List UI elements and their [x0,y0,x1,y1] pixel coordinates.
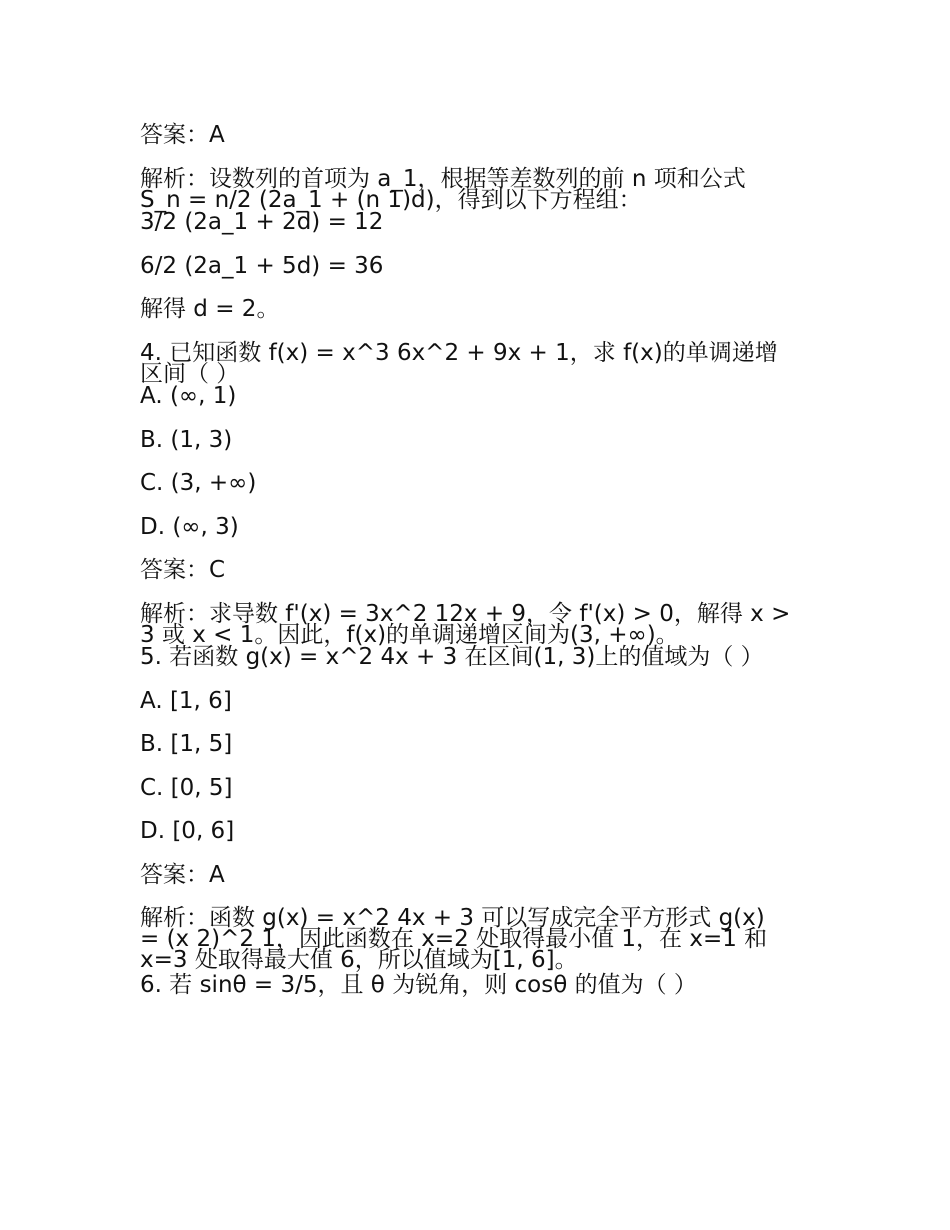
question-6: 6. 若 sinθ = 3/5，且 θ 为锐角，则 cosθ 的值为（ ） [140,971,697,998]
document-page [140,124,800,1017]
analysis-line: 解析：设数列的首项为 a_1，根据等差数列的前 n 项和公式 [140,165,746,192]
choice-d: D. [0, 6] [140,818,235,844]
question-5: 5. 若函数 g(x) = x^2 4x + 3 在区间(1, 3)上的值域为（ ） [140,644,764,670]
choice-a: A. [1, 6] [140,687,232,714]
choice-b: B. [1, 5] [140,731,233,757]
analysis-line: 解析：求导数 f'(x) = 3x^2 12x + 9，令 f'(x) > 0，解得 x > [140,600,791,627]
analysis-paragraph [140,165,800,213]
analysis-line: S_n = n/2 (2a_1 + (n 1)d)，得到以下方程组： [140,186,642,213]
analysis-line: = (x 2)^2 1，因此函数在 x=2 处取得最小值 1，在 x=1 和 [140,926,768,952]
answer-line: 答案：A [140,861,225,888]
analysis-line: x=3 处取得最大值 6，所以值域为[1, 6]。 [140,947,578,973]
analysis-line: 解析：函数 g(x) = x^2 4x + 3 可以写成完全平方形式 g(x) [140,905,765,931]
choice-b: B. (1, 3) [140,426,233,453]
question-4 [140,339,800,387]
answer-line: 答案：A [140,122,225,148]
equation-line: 6/2 (2a_1 + 5d) = 36 [140,252,384,279]
choice-c: C. [0, 5] [140,774,233,801]
question-line: 区间（ ） [140,360,240,387]
choice-d: D. (∞, 3) [140,513,239,540]
analysis-paragraph [140,907,800,974]
analysis-line: 3 或 x < 1。因此，f(x)的单调递增区间为(3, +∞)。 [140,621,679,648]
question-line: 4. 已知函数 f(x) = x^3 6x^2 + 9x + 1，求 f(x)的单调递增 [140,339,778,366]
choice-a: A. (∞, 1) [140,383,237,409]
analysis-paragraph [140,600,800,648]
choice-c: C. (3, +∞) [140,470,257,496]
solution-line: 解得 d = 2。 [140,296,280,322]
equation-line: 3/2 (2a_1 + 2d) = 12 [140,209,384,235]
answer-line: 答案：C [140,557,226,583]
